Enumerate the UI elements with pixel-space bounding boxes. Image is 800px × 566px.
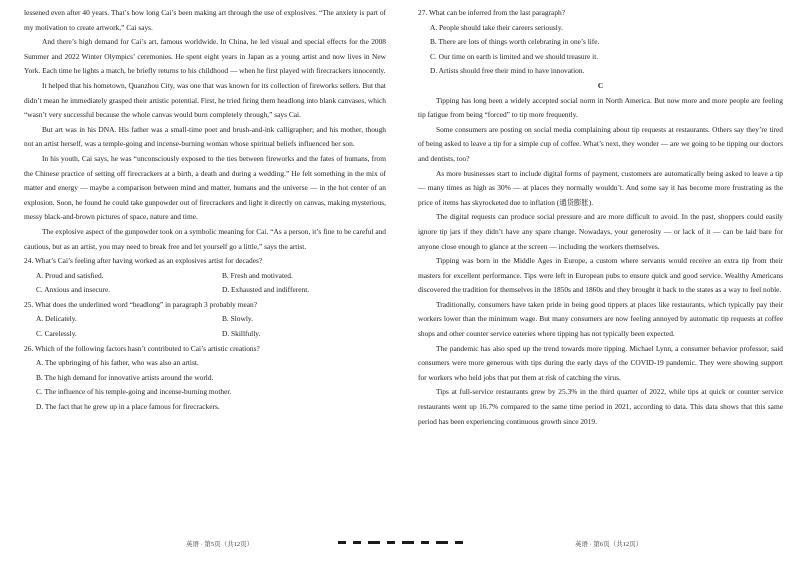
left-paragraph-4: But art was in his DNA. His father was a small-time poet and brush-and-ink calligrapher; and his mother, though not an artist herself, was a temple-going and incense-burning woman whose spiritual beliefs influenced her son. xyxy=(24,124,386,149)
question-25: 25. What does the underlined word “headlong” in paragraph 3 probably mean? xyxy=(24,299,257,309)
option-26a: A. The upbringing of his father, who was also an artist. xyxy=(36,358,199,368)
option-27b: B. There are lots of things worth celebrating in one’s life. xyxy=(430,37,600,47)
right-paragraph-2: Some consumers are posting on social media complaining about tip requests at restaurants. Others say they’re tired of being asked to leave a tip for a simple cup of coffee. What’s next, they wonder — are we going to be tipping our doctors and dentists, too? xyxy=(418,124,783,163)
left-paragraph-3: It helped that his hometown, Quanzhou City, was one that was known for its collection of fireworks sellers. But that didn’t mean he immediately grasped their artistic potential. First, he tried firing them headlong into blank canvases, which “wasn’t very successful because the whole canvas would burn completely through,” says Cai. xyxy=(24,80,386,120)
scan-mark xyxy=(387,541,395,544)
right-paragraph-5: Tipping was born in the Middle Ages in Europe, a custom where servants would receive an extra tip from their masters for excellent performance. Tips were left in European pubs to ensure quick and good service. Wealthy Americans discovered the tradition for themselves in the 1850s and 1860s and they brought it back to the states as a way to feel noble. xyxy=(418,256,783,295)
section-title: C xyxy=(597,80,604,90)
left-paragraph-5: In his youth, Cai says, he was “unconsciously exposed to the ties between fireworks and the fates of humans, from the Chinese practice of setting off firecrackers at a birth, a death and during a wedding.” He felt something in the mix of matter and energy — maybe a comparison between mind and matter, humans and the universe — in the hot center of an explosion. Soon, he found he could take gunpowder out of firecrackers and light it directly on canvas, making mysterious, messy black-and-brown pictures of space, nature and time. xyxy=(24,153,386,222)
option-26c: C. The influence of his temple-going and incense-burning mother. xyxy=(36,387,232,397)
option-27a: A. People should take their careers seriously. xyxy=(430,22,563,32)
right-paragraph-1: Tipping has long been a widely accepted social norm in North America. But now more and more people are feeling tip fatigue from being “forced” to tip more frequently. xyxy=(418,95,783,120)
scan-mark xyxy=(368,541,380,544)
right-paragraph-4: The digital requests can produce social pressure and are more difficult to avoid. In the past, shoppers could easily ignore tip jars if they didn’t have any spare change. Nowadays, your generosity — or lack of it — can be laid bare for anyone close enough to glance at the screen — including the workers themselves. xyxy=(418,212,783,251)
question-24-options xyxy=(36,269,386,298)
left-paragraph-2: And there’s high demand for Cai’s art, famous worldwide. In China, he led visual and special effects for the 2008 Summer and 2022 Winter Olympics’ ceremonies. He spent eight years in Japan as a young artist and now lives in New York. Each time he lights a match, he briefly returns to his childhood — when he first played with firecrackers innocently. xyxy=(24,37,386,76)
left-column xyxy=(24,6,386,415)
question-25-options xyxy=(36,312,386,341)
scan-mark xyxy=(338,541,346,544)
scan-marks xyxy=(338,541,463,544)
right-paragraph-7: The pandemic has also sped up the trend towards more tipping. Michael Lynn, a consumer behavior professor, said consumers were more generous with tips during the early days of the COVID-19 pandemic. They were showing support for workers who held jobs that put them at risk of catching the virus. xyxy=(418,343,783,382)
page-number-right: 英语 · 第6页（共12页） xyxy=(575,541,643,548)
scan-mark xyxy=(353,541,361,544)
option-24a: A. Proud and satisfied. xyxy=(36,270,104,280)
option-26b: B. The high demand for innovative artists around the world. xyxy=(36,372,214,382)
option-24d: D. Exhausted and indifferent. xyxy=(222,285,310,295)
scan-mark xyxy=(402,541,414,544)
option-25c: C. Carelessly. xyxy=(36,329,77,339)
right-paragraph-8: Tips at full-service restaurants grew by 25.3% in the third quarter of 2022, while tips at quick or counter service restaurants went up 16.7% compared to the same time period in 2021, according to data. This data shows that this same period has been experiencing continuous growth since 2019. xyxy=(418,387,783,426)
scan-mark xyxy=(436,541,448,544)
option-25d: D. Skillfully. xyxy=(222,329,261,339)
question-24: 24. What’s Cai’s feeling after having worked as an explosives artist for decades? xyxy=(24,256,263,266)
page-number-left: 英语 · 第5页（共12页） xyxy=(186,541,254,548)
question-26: 26. Which of the following factors hasn’t contributed to Cai’s artistic creations? xyxy=(24,343,260,353)
option-24c: C. Anxious and insecure. xyxy=(36,285,111,295)
option-27c: C. Our time on earth is limited and we should treasure it. xyxy=(430,51,599,61)
left-paragraph-6: The explosive aspect of the gunpowder took on a symbolic meaning for Cai. “As a person, it’s fine to be careful and cautious, but as an artist, you may need to break free and let yourself go a little,” says the artist. xyxy=(24,226,386,251)
option-24b: B. Fresh and motivated. xyxy=(222,270,293,280)
scan-mark xyxy=(455,541,463,544)
left-paragraph-1: lessened even after 40 years. That’s how long Cai’s been making art through the use of explosives. “The anxiety is part of my motivation to create artwork,” Cai says. xyxy=(24,8,386,32)
option-25b: B. Slowly. xyxy=(222,314,253,324)
question-27: 27. What can be inferred from the last paragraph? xyxy=(418,8,565,17)
option-25a: A. Delicately. xyxy=(36,314,77,324)
right-paragraph-6: Traditionally, consumers have taken pride in being good tippers at places like restaurants, which typically pay their workers lower than the minimum wage. But many consumers are now feeling annoyed by automatic tip requests at coffee shops and other counter service eateries where tipping has not typically been expected. xyxy=(418,299,783,339)
option-26d: D. The fact that he grew up in a place famous for firecrackers. xyxy=(36,402,220,412)
right-paragraph-3: As more businesses start to include digital forms of payment, customers are automatically being asked to leave a tip — many times as high as 30% — at places they normally wouldn’t. And some say it has become more frustrating as the price of items has skyrocketed due to inflation (通货膨胀). xyxy=(418,168,783,207)
right-column xyxy=(418,6,783,429)
scan-mark xyxy=(421,541,429,544)
option-27d: D. Artists should free their mind to have innovation. xyxy=(430,66,585,76)
